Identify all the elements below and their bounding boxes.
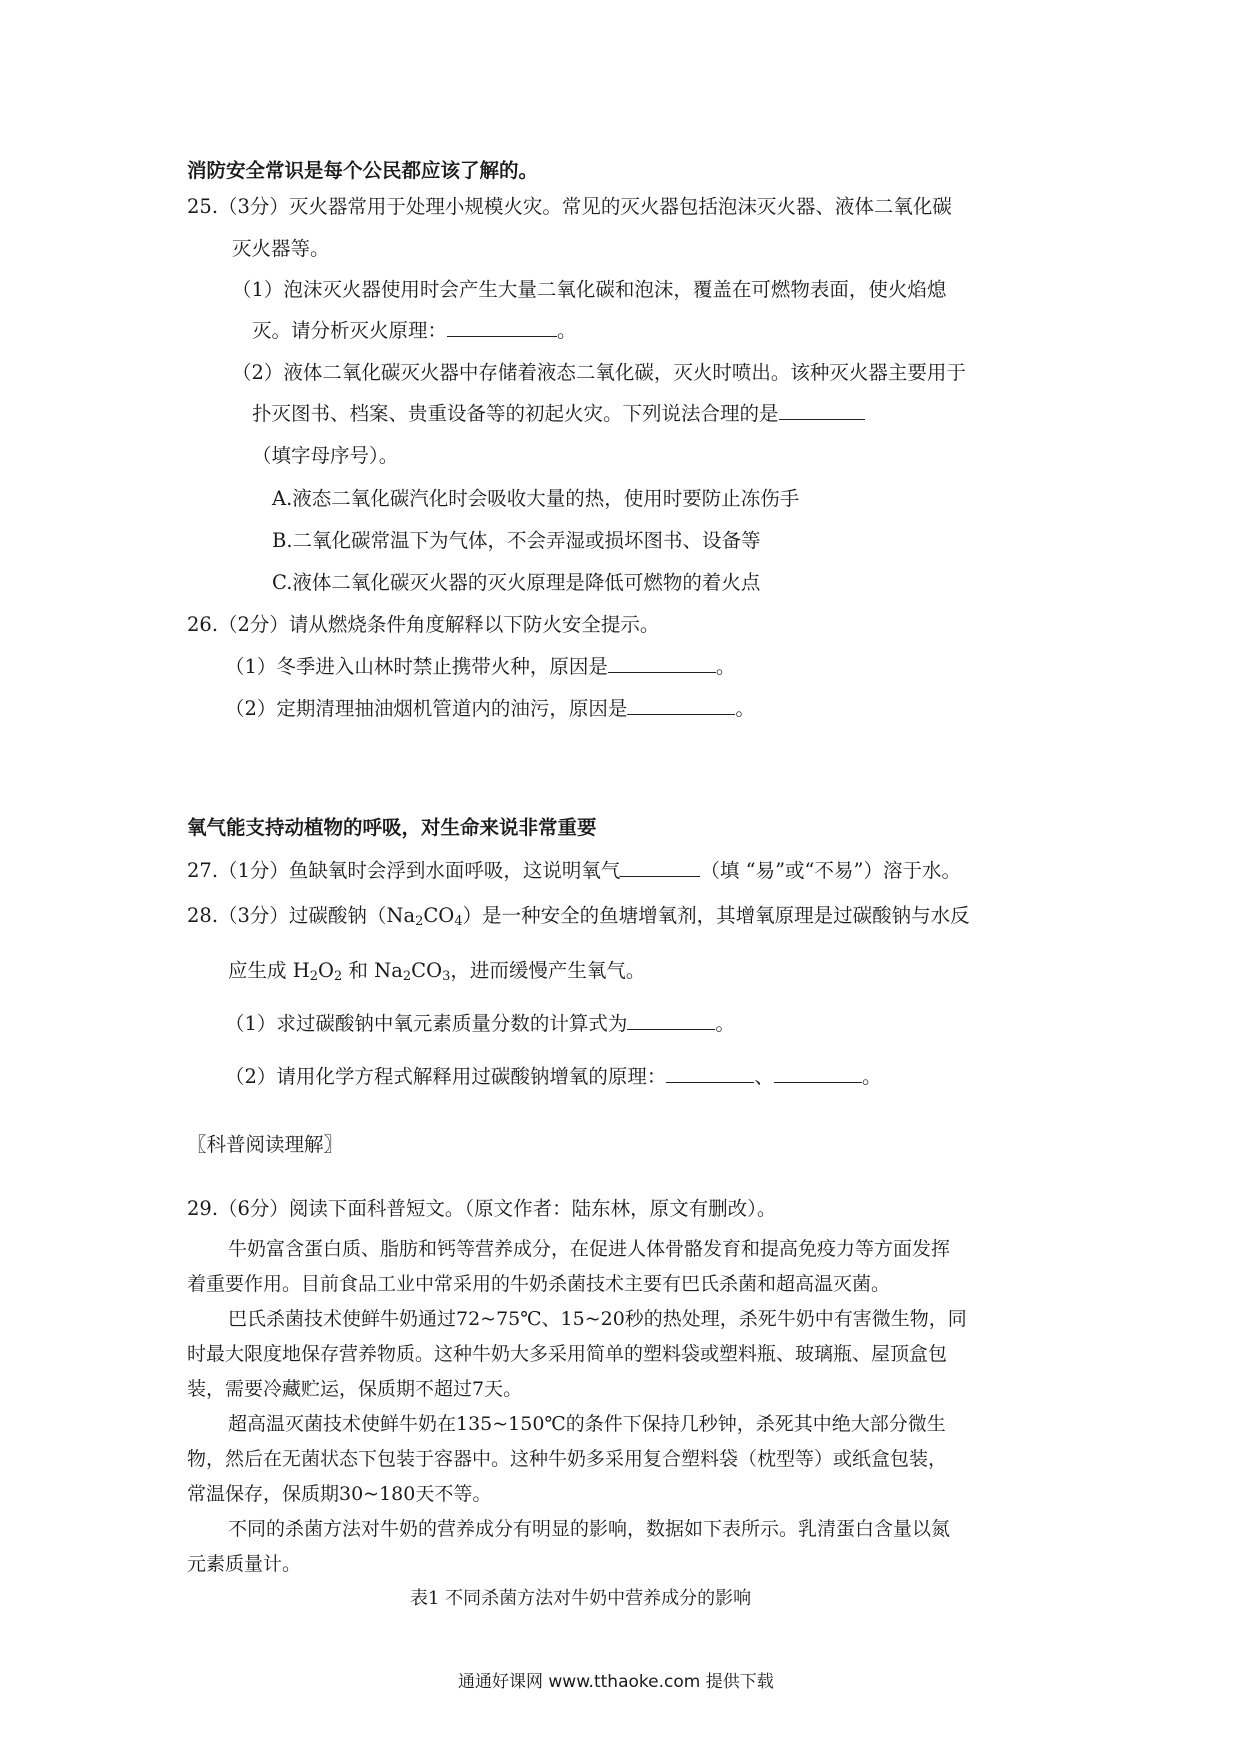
q25-part2-line3: （填字母序号）。 xyxy=(252,444,399,467)
q29-para2-line2: 时最大限度地保存营养物质。这种牛奶大多采用简单的塑料袋或塑料瓶、玻璃瓶、屋顶盒包 xyxy=(187,1343,948,1365)
q29-para3-line2: 物，然后在无菌状态下包装于容器中。这种牛奶多采用复合塑料袋（枕型等）或纸盒包装， xyxy=(187,1448,948,1470)
q25-part2-line1: （2）液体二氧化碳灭火器中存储着液态二氧化碳，灭火时喷出。该种灭火器主要用于 xyxy=(232,361,966,384)
q27-line xyxy=(187,858,961,884)
q28-part2 xyxy=(225,1064,881,1090)
q29-para2-line3: 装，需要冷藏贮运，保质期不超过7天。 xyxy=(187,1378,523,1400)
q25-part1-prompt: 灭。请分析灭火原理： xyxy=(252,319,448,342)
q25-option-b: B.二氧化碳常温下为气体，不会弄湿或损坏图书、设备等 xyxy=(272,529,761,552)
q26-part1 xyxy=(225,654,735,680)
q28-l2-text-b: O xyxy=(318,959,334,982)
q25-option-c: C.液体二氧化碳灭火器的灭火原理是降低可燃物的着火点 xyxy=(272,571,761,594)
q25-part1-end: 。 xyxy=(557,319,577,342)
q25-stem-line1: 25.（3分）灭火器常用于处理小规模火灾。常见的灭火器包括泡沫灭火器、液体二氧化碳 xyxy=(187,195,952,218)
q29-para1-line2: 着重要作用。目前食品工业中常采用的牛奶杀菌技术主要有巴氏杀菌和超高温灭菌。 xyxy=(187,1273,891,1295)
q28-l2-sub-2: 2 xyxy=(334,969,343,984)
q27-end: （填 “易”或“不易”）溶于水。 xyxy=(700,859,961,882)
q29-para3-line1: 超高温灭菌技术使鲜牛奶在135~150℃的条件下保持几秒钟，杀死其中绝大部分微生 xyxy=(228,1413,946,1435)
q25-part1-line1: （1）泡沫灭火器使用时会产生大量二氧化碳和泡沫，覆盖在可燃物表面，使火焰熄 xyxy=(232,278,947,301)
section-heading-oxygen: 氧气能支持动植物的呼吸，对生命来说非常重要 xyxy=(187,816,597,839)
q28-sub-2: 4 xyxy=(454,914,463,929)
q29-para2-line1: 巴氏杀菌技术使鲜牛奶通过72~75℃、15~20秒的热处理，杀死牛奶中有害微生物，同 xyxy=(228,1308,967,1330)
q28-l2-sub-1: 2 xyxy=(309,969,318,984)
q28-part1-prompt: （1）求过碳酸钠中氧元素质量分数的计算式为 xyxy=(225,1012,628,1035)
q26-stem: 26.（2分）请从燃烧条件角度解释以下防火安全提示。 xyxy=(187,613,660,636)
q28-l2-sub-3: 2 xyxy=(402,969,412,984)
q28-stem-line2 xyxy=(228,958,645,984)
q26-part1-end: 。 xyxy=(715,655,736,678)
q28-text-b: CO xyxy=(423,904,455,927)
q29-para1-line1: 牛奶富含蛋白质、脂肪和钙等营养成分，在促进人体骨骼发育和提高免疫力等方面发挥 xyxy=(228,1238,951,1260)
q28-part2-end: 。 xyxy=(861,1065,882,1088)
q28-l2-text-d: CO xyxy=(411,959,443,982)
q28-part1-end: 。 xyxy=(715,1012,735,1035)
section-heading-science-reading: 〖科普阅读理解〗 xyxy=(187,1133,344,1156)
q28-part2-answer-blank-1[interactable] xyxy=(666,1064,754,1083)
q26-part2-prompt: （2）定期清理抽油烟机管道内的油污，原因是 xyxy=(225,697,628,720)
q29-stem: 29.（6分）阅读下面科普短文。（原文作者：陆东林，原文有删改）。 xyxy=(187,1197,777,1220)
table-caption: 表1 不同杀菌方法对牛奶中营养成分的影响 xyxy=(410,1588,752,1609)
q28-part2-separator: 、 xyxy=(754,1065,774,1088)
q26-part1-prompt: （1）冬季进入山林时禁止携带火种，原因是 xyxy=(225,655,608,678)
q28-part2-prompt: （2）请用化学方程式解释用过碳酸钠增氧的原理： xyxy=(225,1065,667,1088)
q28-stem-line1 xyxy=(187,903,970,929)
q25-part1-line2 xyxy=(252,318,577,344)
section-heading-fire-safety: 消防安全常识是每个公民都应该了解的。 xyxy=(187,159,539,182)
q27-prompt: 27.（1分）鱼缺氧时会浮到水面呼吸，这说明氧气 xyxy=(187,859,621,882)
q28-part1-answer-blank[interactable] xyxy=(627,1011,715,1030)
q26-part2-answer-blank[interactable] xyxy=(627,696,735,715)
q28-text-c: ）是一种安全的鱼塘增氧剂，其增氧原理是过碳酸钠与水反 xyxy=(462,904,970,927)
q25-part2-answer-blank[interactable] xyxy=(779,401,865,420)
q28-text-a: 28.（3分）过碳酸钠（Na xyxy=(187,904,416,927)
q25-part2-line2 xyxy=(252,401,865,427)
q26-part1-answer-blank[interactable] xyxy=(608,654,716,673)
page-footer: 通通好课网 www.tthaoke.com 提供下载 xyxy=(458,1672,774,1692)
q28-l2-text-e: ，进而缓慢产生氧气。 xyxy=(450,959,646,982)
q29-para4-line1: 不同的杀菌方法对牛奶的营养成分有明显的影响，数据如下表所示。乳清蛋白含量以氮 xyxy=(228,1518,951,1540)
q29-para3-line3: 常温保存，保质期30~180天不等。 xyxy=(187,1483,492,1505)
q28-sub-1: 2 xyxy=(415,914,424,929)
q28-l2-text-c: 和 Na xyxy=(342,959,403,982)
q28-l2-text-a: 应生成 H xyxy=(228,959,310,982)
q28-part2-answer-blank-2[interactable] xyxy=(774,1064,862,1083)
q25-option-a: A.液态二氧化碳汽化时会吸收大量的热，使用时要防止冻伤手 xyxy=(272,487,800,510)
q25-part1-answer-blank[interactable] xyxy=(447,318,557,337)
q29-para4-line2: 元素质量计。 xyxy=(187,1553,302,1575)
q26-part2-end: 。 xyxy=(735,697,755,720)
q28-l2-sub-4: 3 xyxy=(442,969,451,984)
q27-answer-blank[interactable] xyxy=(620,858,700,877)
q25-part2-prompt: 扑灭图书、档案、贵重设备等的初起火灾。下列说法合理的是 xyxy=(252,402,779,425)
q28-part1 xyxy=(225,1011,735,1037)
q26-part2 xyxy=(225,696,755,722)
q25-stem-line2: 灭火器等。 xyxy=(232,237,330,260)
